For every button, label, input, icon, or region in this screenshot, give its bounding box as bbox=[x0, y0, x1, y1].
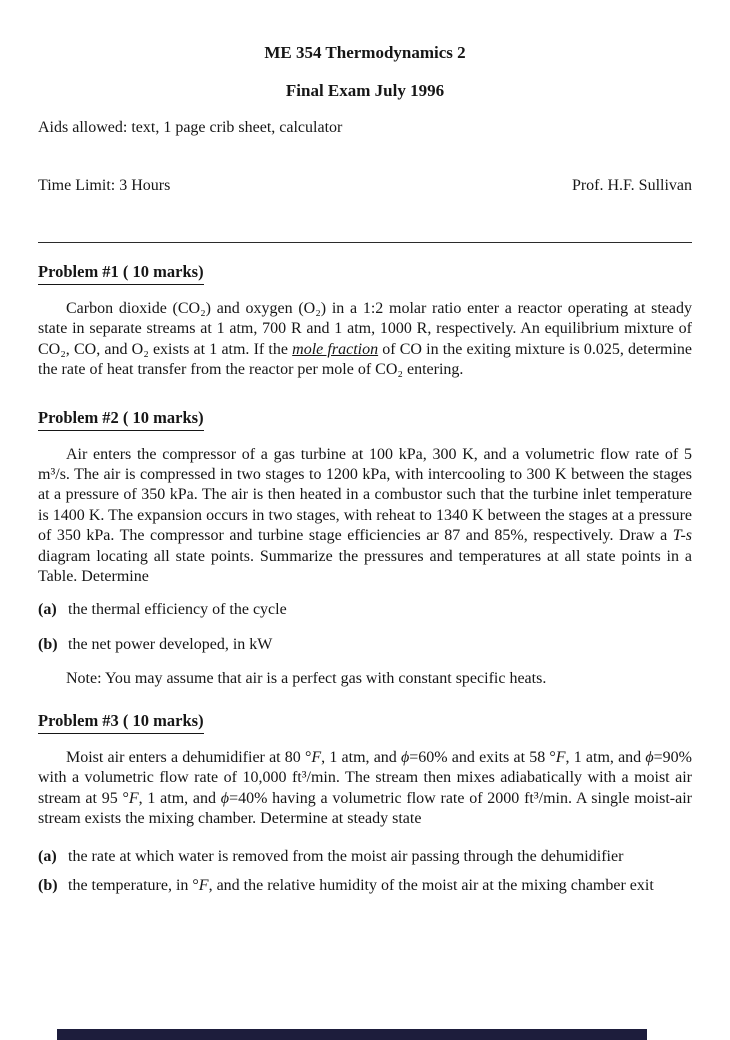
problem-1-body bbox=[38, 299, 692, 381]
text-run: ϕ bbox=[220, 789, 230, 807]
text-run: Moist air enters a dehumidifier at 80 ° bbox=[66, 748, 312, 766]
problem-2-section bbox=[38, 407, 692, 690]
problem-1-section bbox=[38, 261, 692, 381]
text-run: ϕ bbox=[645, 748, 654, 766]
text-run: T-s bbox=[672, 527, 692, 545]
item-text bbox=[68, 600, 692, 620]
item-label: (a) bbox=[38, 601, 57, 619]
problem-2-item-b bbox=[38, 635, 692, 655]
text-run: of CO in the exiting mixture is 0.025, determine the rate of heat transfer from the reactor per mole of CO₂ entering. bbox=[38, 340, 693, 379]
text-run: the net power developed, in kW bbox=[68, 635, 273, 653]
problem-2-item-a bbox=[38, 600, 692, 620]
text-run: mole fraction bbox=[292, 340, 379, 358]
text-run: , and the relative humidity of the moist air at the mixing chamber exit bbox=[208, 876, 654, 894]
problem-3-item-a bbox=[38, 847, 692, 867]
time-limit: Time Limit: 3 Hours bbox=[38, 177, 171, 194]
text-run: ϕ bbox=[400, 748, 410, 766]
item-text bbox=[68, 635, 692, 655]
problem-3-section bbox=[38, 710, 692, 896]
text-run: the temperature, in ° bbox=[68, 876, 199, 894]
course-title: ME 354 Thermodynamics 2 bbox=[264, 43, 466, 62]
problem-2-body bbox=[38, 445, 692, 588]
text-run: F bbox=[555, 748, 566, 766]
text-run: the rate at which water is removed from the moist air passing through the dehumidifier bbox=[68, 848, 624, 866]
problem-3-item-b bbox=[38, 876, 692, 896]
text-run: Carbon dioxide (CO₂) and oxygen (O₂) in a 1:2 molar ratio enter a reactor operating at steady state in separate streams at 1 atm, 700 R and 1 atm, 1000 R, respectively. An equilibrium mixture of CO₂, CO, and O₂ exists at 1 atm. If the bbox=[38, 300, 692, 358]
text-run: =90% with a volumetric flow rate of 10,000 ft³/min. The stream then mixes adiabatically with a moist air stream at 95 ° bbox=[38, 748, 692, 807]
text-run: the thermal efficiency of the cycle bbox=[68, 601, 287, 619]
problem-3-body bbox=[38, 748, 692, 830]
item-label: (b) bbox=[38, 876, 58, 894]
text-run: Air enters the compressor of a gas turbine at 100 kPa, 300 K, and a volumetric flow rate of 5 m³/s. The air is compressed in two stages to 1200 kPa, with intercooling to 300 K between the stages at a pressure of 350 kPa. The air is then heated in a combustor such that the turbine inlet temperature is 1400 K. The expansion occurs in two stages, with reheat to 1340 K between the stages at a pressure of 350 kPa. The compressor and turbine stage efficiencies ar 87 and 85%, respectively. Draw a bbox=[38, 445, 692, 545]
text-run: , 1 atm, and bbox=[565, 748, 646, 766]
problem-2-note: Note: You may assume that air is a perfect gas with constant specific heats. bbox=[66, 670, 547, 688]
text-run: =40% having a volumetric flow rate of 2000 ft³/min. A single moist-air stream exists the mixing chamber. Determine at steady state bbox=[38, 789, 693, 827]
item-text bbox=[68, 847, 692, 867]
item-text bbox=[68, 876, 692, 896]
text-run: F bbox=[128, 789, 139, 807]
professor-name: Prof. H.F. Sullivan bbox=[571, 177, 692, 194]
item-label: (b) bbox=[38, 635, 58, 653]
header-rule bbox=[38, 242, 692, 243]
text-run: , 1 atm, and bbox=[138, 789, 221, 807]
meta-row bbox=[38, 176, 692, 196]
text-run: =60% and exits at 58 ° bbox=[409, 748, 556, 766]
text-run: , 1 atm, and bbox=[321, 748, 401, 766]
text-run: F bbox=[311, 748, 322, 766]
text-run: diagram locating all state points. Summarize the pressures and temperatures at all state points in a Table. Determine bbox=[38, 547, 692, 586]
problem-1-heading-text: Problem #1 ( 10 marks) bbox=[38, 261, 204, 285]
item-label: (a) bbox=[38, 848, 57, 866]
problem-3-heading-text: Problem #3 ( 10 marks) bbox=[38, 710, 204, 734]
next-page-edge bbox=[57, 1029, 647, 1040]
problem-2-heading-text: Problem #2 ( 10 marks) bbox=[38, 407, 204, 431]
problem-1-heading bbox=[38, 261, 692, 285]
exam-title: Final Exam July 1996 bbox=[285, 81, 445, 100]
problem-2-heading bbox=[38, 407, 692, 431]
aids-allowed-line: Aids allowed: text, 1 page crib sheet, calculator bbox=[38, 119, 343, 136]
text-run: F bbox=[198, 876, 209, 894]
problem-3-heading bbox=[38, 710, 692, 734]
